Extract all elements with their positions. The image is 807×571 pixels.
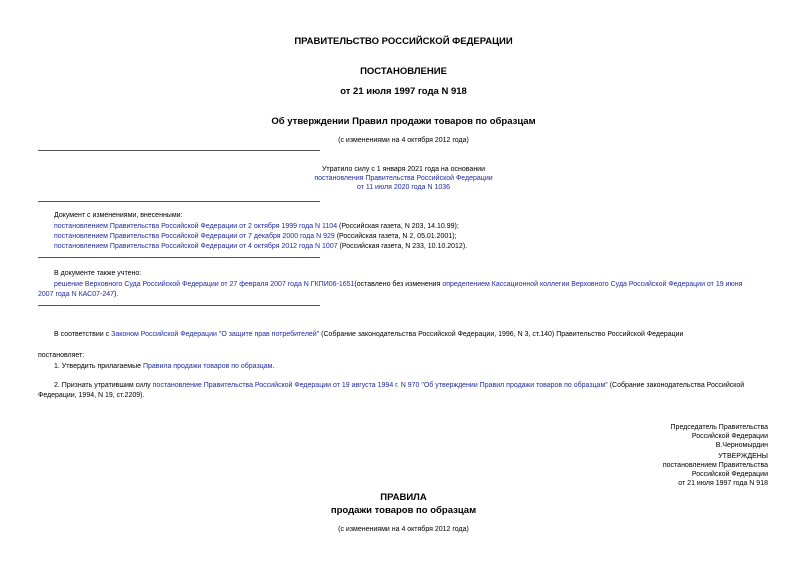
rules-link[interactable]: Правила продажи товаров по образцам xyxy=(142,363,273,370)
considered-line xyxy=(54,280,770,289)
clause-2-text: 2. Признать утратившим силу xyxy=(54,382,153,389)
rules-subtitle: продажи товаров по образцам xyxy=(330,505,477,516)
approved-by: постановлением Правительства xyxy=(662,462,768,469)
changes-heading: Документ с изменениями, внесенными: xyxy=(54,212,183,219)
considered-text: (оставлено без изменения xyxy=(354,281,443,288)
signer-org: Российской Федерации xyxy=(691,433,768,440)
divider xyxy=(38,257,320,258)
clause-1-text: 1. Утвердить прилагаемые xyxy=(54,363,143,370)
repeal-link[interactable]: постановления Правительства Российской Федерации xyxy=(314,175,493,182)
clause-2-cont: Федерации, 1994, N 19, ст.2209). xyxy=(38,392,145,399)
repeal-link-date[interactable]: от 11 июля 2020 года N 1036 xyxy=(356,184,451,191)
divider xyxy=(38,201,320,202)
approved-label: УТВЕРЖДЕНЫ xyxy=(718,453,768,460)
document-title: Об утверждении Правил продажи товаров по образцам xyxy=(271,116,536,127)
amendment-source: (Российская газета, N 2, 05.01.2001); xyxy=(334,233,457,240)
divider xyxy=(38,150,320,151)
clause-2 xyxy=(54,381,744,390)
divider xyxy=(38,305,320,306)
rules-title: ПРАВИЛА xyxy=(380,492,427,503)
clause-1 xyxy=(54,362,274,371)
clause-2-source: (Собрание законодательства Российской xyxy=(607,382,745,389)
amendment-link[interactable]: постановлением Правительства Российской Федерации от 2 октября 1999 года N 1104 xyxy=(54,223,338,230)
signature-block xyxy=(568,423,768,450)
approved-date: от 21 июля 1997 года N 918 xyxy=(678,480,768,487)
preamble-text: В соответствии с xyxy=(54,331,112,338)
amendment-source: (Российская газета, N 203, 14.10.99); xyxy=(337,223,459,230)
amendment-link[interactable]: постановлением Правительства Российской Федерации от 4 октября 2012 года N 1007 xyxy=(54,243,338,250)
signer-name: В.Черномырдин xyxy=(715,442,768,449)
preamble-text-end: (Собрание законодательства Российской Федерации, 1996, N 3, ст.140) Правительство Российской Федерации xyxy=(319,331,684,338)
document-date-number: от 21 июля 1997 года N 918 xyxy=(340,86,467,97)
considered-heading: В документе также учтено: xyxy=(54,270,142,277)
considered-line-2 xyxy=(38,290,118,299)
amendment-source: (Российская газета, N 233, 10.10.2012). xyxy=(337,243,468,250)
consumer-law-link[interactable]: Законом Российской Федерации "О защите прав потребителей" xyxy=(111,331,320,338)
status-text: Утратило силу с 1 января 2021 года на основании xyxy=(321,166,486,173)
rules-amendment-note: (с изменениями на 4 октября 2012 года) xyxy=(338,526,469,533)
repealed-resolution-link[interactable]: постановление Правительства Российской Федерации от 19 августа 1994 г. N 970 "Об утверждении Правил продажи товаров по образцам" xyxy=(152,382,608,389)
clause-1-end: . xyxy=(272,363,275,370)
amendment-link[interactable]: постановлением Правительства Российской Федерации от 7 декабря 2000 года N 929 xyxy=(54,233,335,240)
amendment-note: (с изменениями на 4 октября 2012 года) xyxy=(338,137,469,144)
document-type: ПОСТАНОВЛЕНИЕ xyxy=(360,66,447,77)
resolves-text: постановляет: xyxy=(38,352,85,359)
list-item xyxy=(54,232,457,241)
signer-title: Председатель Правительства xyxy=(670,424,768,431)
list-item xyxy=(54,222,459,231)
issuer-heading: ПРАВИТЕЛЬСТВО РОССИЙСКОЙ ФЕДЕРАЦИИ xyxy=(294,36,513,47)
cassation-link[interactable]: определением Кассационной коллегии Верховного Суда Российской Федерации от 19 июня xyxy=(442,281,743,288)
considered-text-end: ). xyxy=(114,291,119,298)
list-item xyxy=(54,242,467,251)
approval-block xyxy=(568,452,768,488)
court-decision-link[interactable]: решение Верховного Суда Российской Федерации от 27 февраля 2007 года N ГКПИ06-1651 xyxy=(54,281,355,288)
approved-org: Российской Федерации xyxy=(691,471,768,478)
preamble-paragraph xyxy=(54,330,683,339)
cassation-link-cont[interactable]: 2007 года N КАС07-247 xyxy=(38,291,115,298)
